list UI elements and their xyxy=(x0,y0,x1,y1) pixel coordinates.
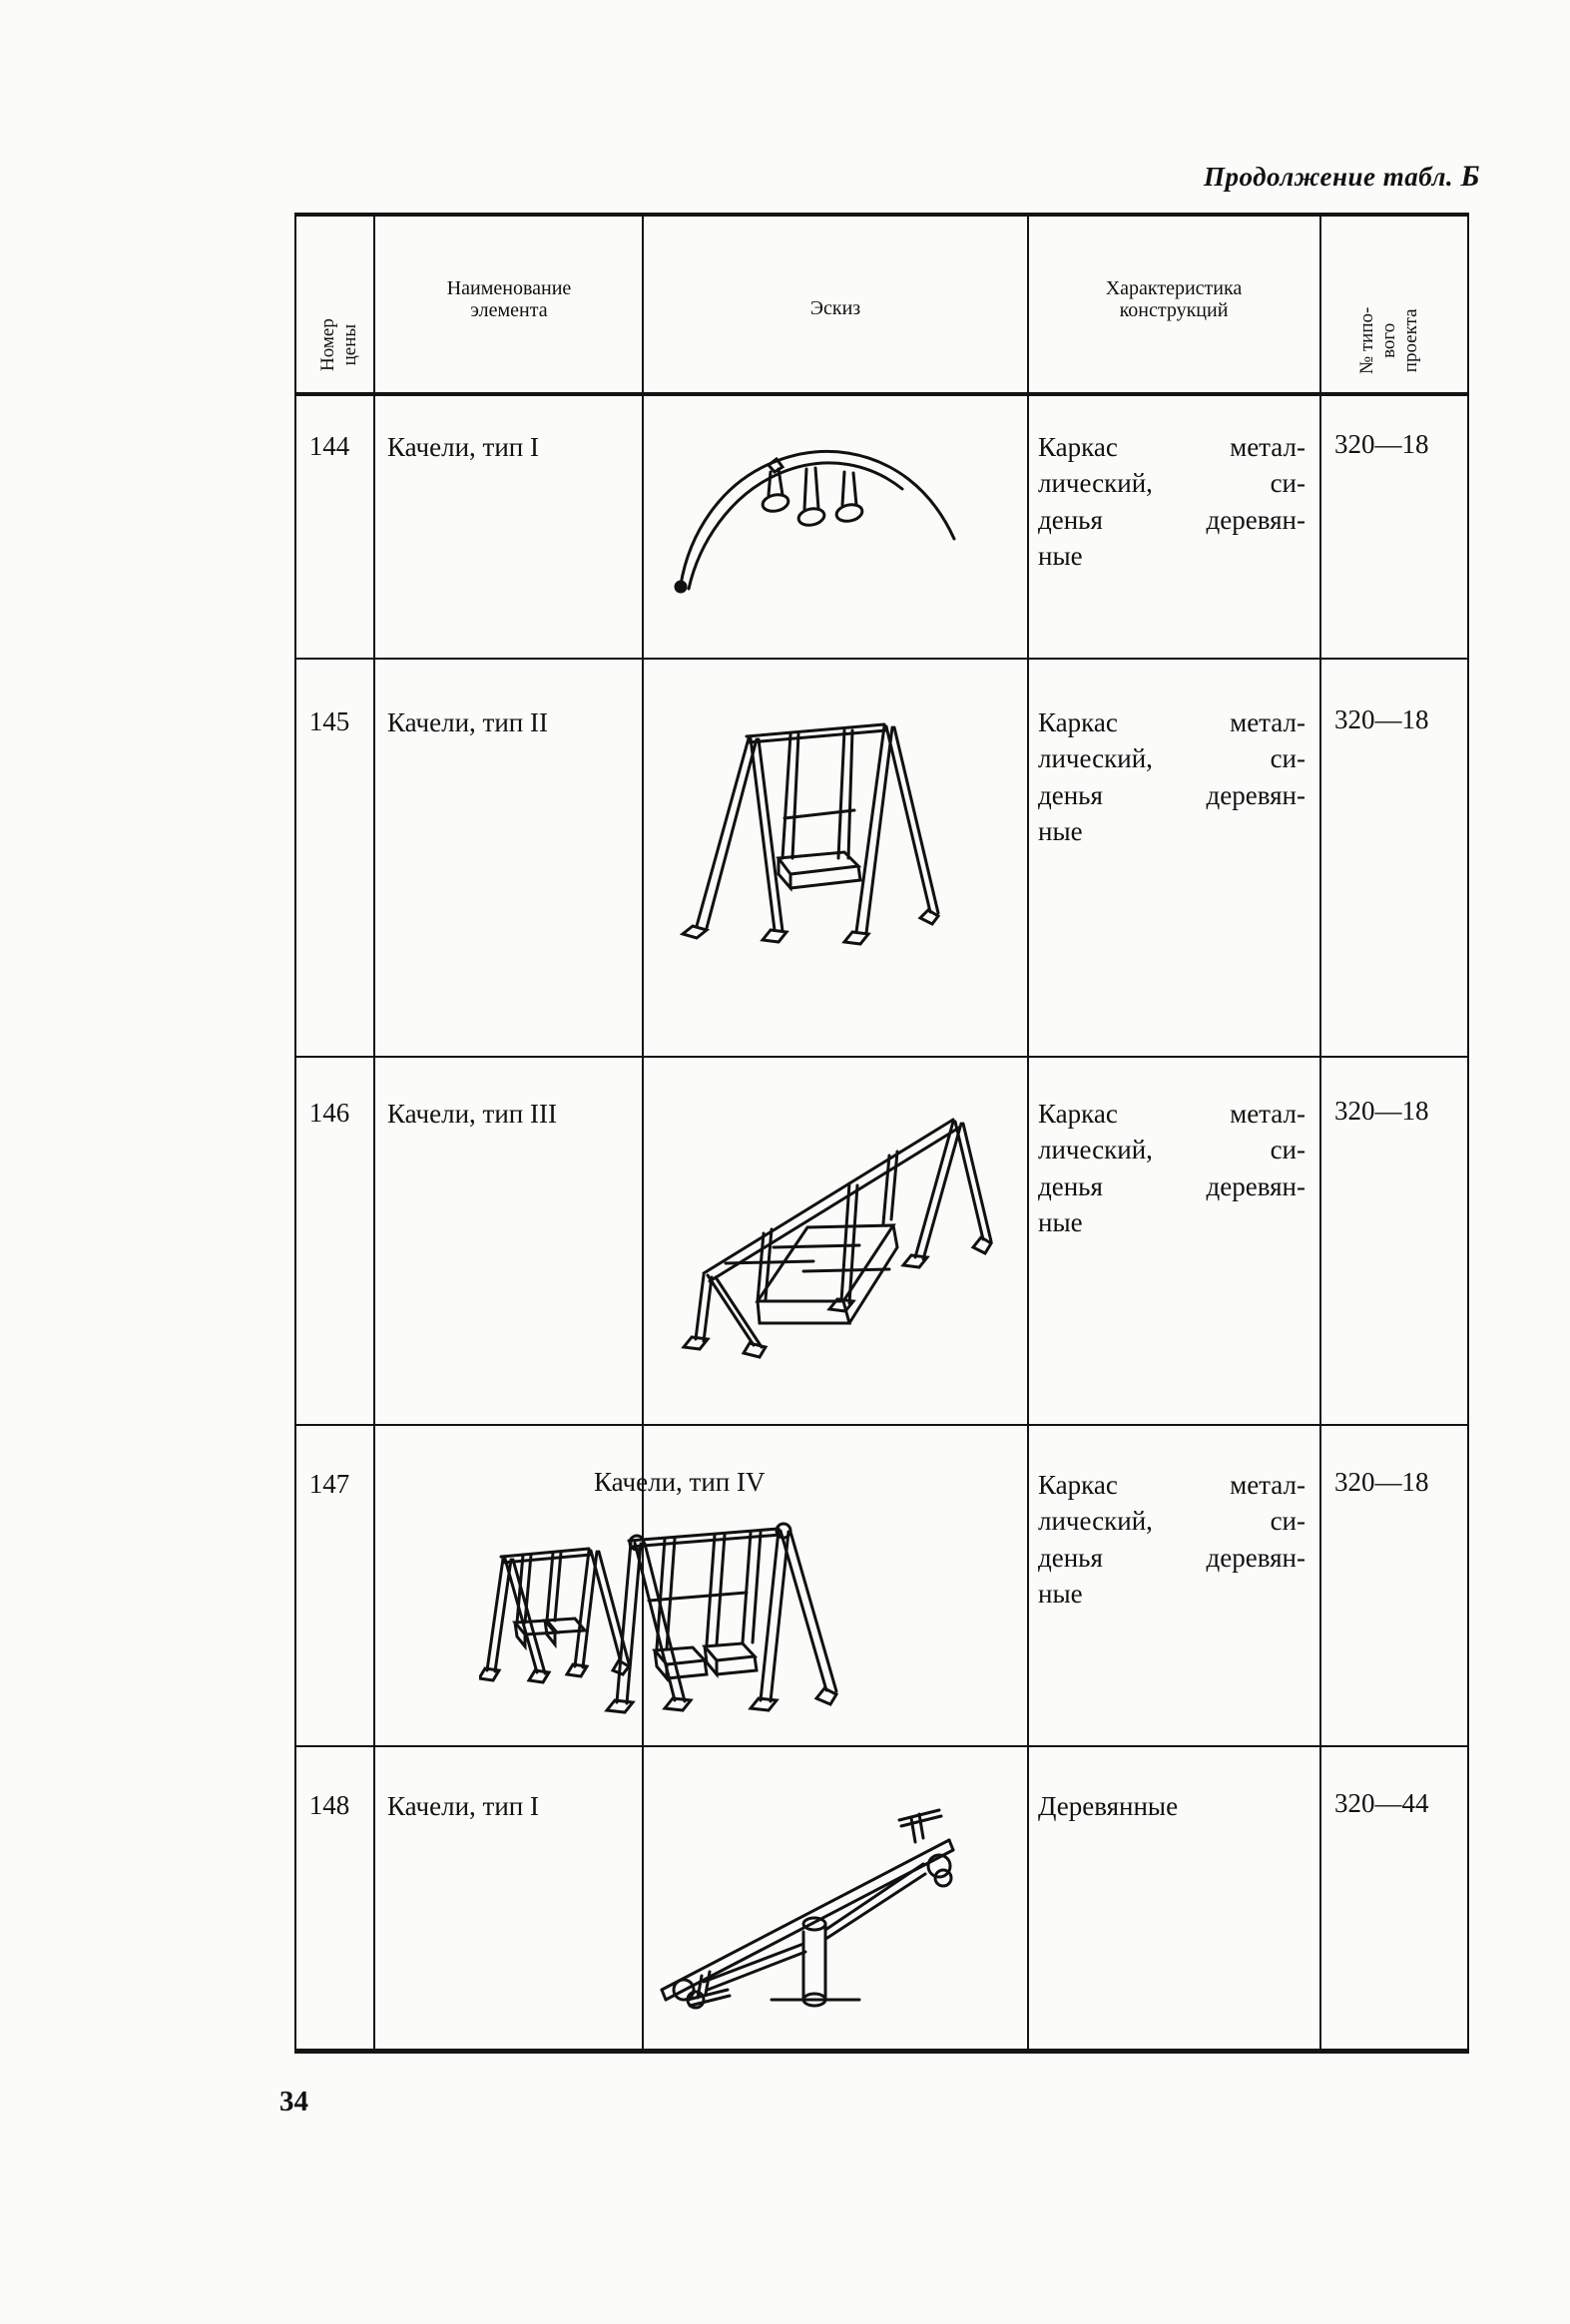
table-row: 147 xyxy=(308,1469,350,1499)
element-name-148: Качели, тип I xyxy=(387,1791,539,1821)
seesaw-wooden-sketch xyxy=(644,1804,1013,2024)
row-separator-4 xyxy=(294,1745,1469,1747)
characteristic-148: Деревянные xyxy=(1038,1791,1179,1821)
table-row: 148 xyxy=(308,1790,350,1820)
column-rule-left xyxy=(294,213,296,2054)
header-number-price: Номер цены xyxy=(317,318,360,371)
project-number-147: 320—18 xyxy=(1334,1467,1429,1497)
column-rule-4 xyxy=(1319,213,1321,2054)
swing-type-4-sketch xyxy=(479,1505,908,1744)
header-project-number: № типо- вого проекта xyxy=(1356,306,1421,374)
table-header-rule xyxy=(294,392,1469,396)
characteristic-147: Каркас метал- лический, си- денья деревян- ные xyxy=(1038,1470,1306,1610)
continuation-note: Продолжение табл. xyxy=(1203,162,1454,192)
characteristic-145: Каркас метал- лический, си- денья деревян- ные xyxy=(1038,707,1306,847)
element-name-145: Качели, тип II xyxy=(387,707,548,737)
characteristic-144: Каркас метал- лический, си- денья деревян- ные xyxy=(1038,432,1306,572)
column-rule-right xyxy=(1467,213,1469,2054)
element-name-144: Качели, тип I xyxy=(387,432,539,462)
header-characteristic: Характеристика конструкций xyxy=(1105,277,1243,322)
column-rule-1 xyxy=(373,213,375,2054)
table-bottom-rule xyxy=(294,2049,1469,2054)
row-separator-2 xyxy=(294,1056,1469,1058)
swing-type-1-sketch xyxy=(659,417,1018,617)
header-sketch: Эскиз xyxy=(809,297,861,319)
characteristic-146: Каркас метал- лический, си- денья деревян- ные xyxy=(1038,1099,1306,1238)
project-number-146: 320—18 xyxy=(1334,1096,1429,1126)
table-top-rule xyxy=(294,213,1469,217)
row-separator-1 xyxy=(294,658,1469,660)
project-number-145: 320—18 xyxy=(1334,704,1429,734)
project-number-144: 320—18 xyxy=(1334,429,1429,459)
table-row: 146 xyxy=(308,1098,350,1128)
continuation-header xyxy=(1204,160,1480,194)
swing-type-2-sketch xyxy=(679,698,998,988)
continuation-table-letter: Б xyxy=(1460,160,1480,193)
element-name-147: Качели, тип IV xyxy=(594,1467,766,1497)
swing-type-3-sketch xyxy=(654,1088,1033,1387)
row-separator-3 xyxy=(294,1424,1469,1426)
element-name-146: Качели, тип III xyxy=(387,1099,557,1129)
page-number: 34 xyxy=(279,2086,308,2117)
table-row: 144 xyxy=(308,431,350,461)
table-row: 145 xyxy=(308,706,350,736)
project-number-148: 320—44 xyxy=(1334,1788,1429,1818)
header-element-name: Наименование элемента xyxy=(446,277,572,322)
column-rule-2 xyxy=(642,213,644,2054)
